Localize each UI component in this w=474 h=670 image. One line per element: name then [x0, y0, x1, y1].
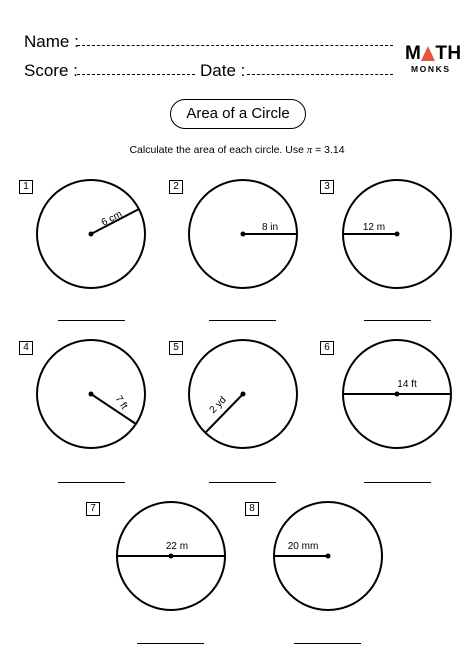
problem-8-label: 20 mm	[287, 541, 319, 552]
circle-problem-4	[37, 340, 145, 448]
answer-line-8[interactable]	[294, 643, 361, 644]
problem-5-number: 5	[169, 341, 183, 355]
date-label: Date :	[200, 61, 246, 80]
problem-2-number: 2	[169, 180, 183, 194]
pi-symbol: π	[306, 145, 313, 156]
answer-line-3[interactable]	[364, 320, 431, 321]
answer-line-7[interactable]	[137, 643, 204, 644]
problem-4-label: 7 ft	[112, 393, 130, 412]
problem-1-label: 6 cm	[99, 208, 125, 229]
problem-7-number: 7	[86, 502, 100, 516]
circle-problem-3	[343, 180, 451, 288]
problem-4-number: 4	[19, 341, 33, 355]
problem-5-label: 2 yd	[207, 394, 229, 416]
answer-line-6[interactable]	[364, 482, 431, 483]
name-label: Name :	[24, 32, 79, 51]
circle-problem-6	[343, 340, 451, 448]
answer-line-5[interactable]	[209, 482, 276, 483]
pi-value: = 3.14	[315, 144, 345, 156]
problem-2-label: 8 in	[261, 222, 279, 233]
worksheet-title: Area of a Circle	[170, 99, 306, 129]
logo-monks-text: MONKS	[411, 64, 451, 74]
circle-problem-2	[189, 180, 297, 288]
problem-6-number: 6	[320, 341, 334, 355]
circle-problem-7	[117, 502, 225, 610]
problem-6-label: 14 ft	[397, 379, 417, 390]
score-label: Score :	[24, 61, 78, 80]
answer-line-1[interactable]	[58, 320, 125, 321]
problem-3-number: 3	[320, 180, 334, 194]
problem-3-label: 12 m	[362, 222, 386, 233]
answer-line-2[interactable]	[209, 320, 276, 321]
circle-problem-5	[189, 340, 297, 448]
answer-line-4[interactable]	[58, 482, 125, 483]
problem-8-number: 8	[245, 502, 259, 516]
problem-7-label: 22 m	[165, 541, 189, 552]
instruction-text: Calculate the area of each circle. Use	[129, 144, 304, 156]
circle-problem-1	[37, 180, 145, 288]
logo-m: M	[405, 43, 422, 64]
logo-th: TH	[435, 43, 462, 64]
circle-problem-8	[274, 502, 382, 610]
problem-1-number: 1	[19, 180, 33, 194]
